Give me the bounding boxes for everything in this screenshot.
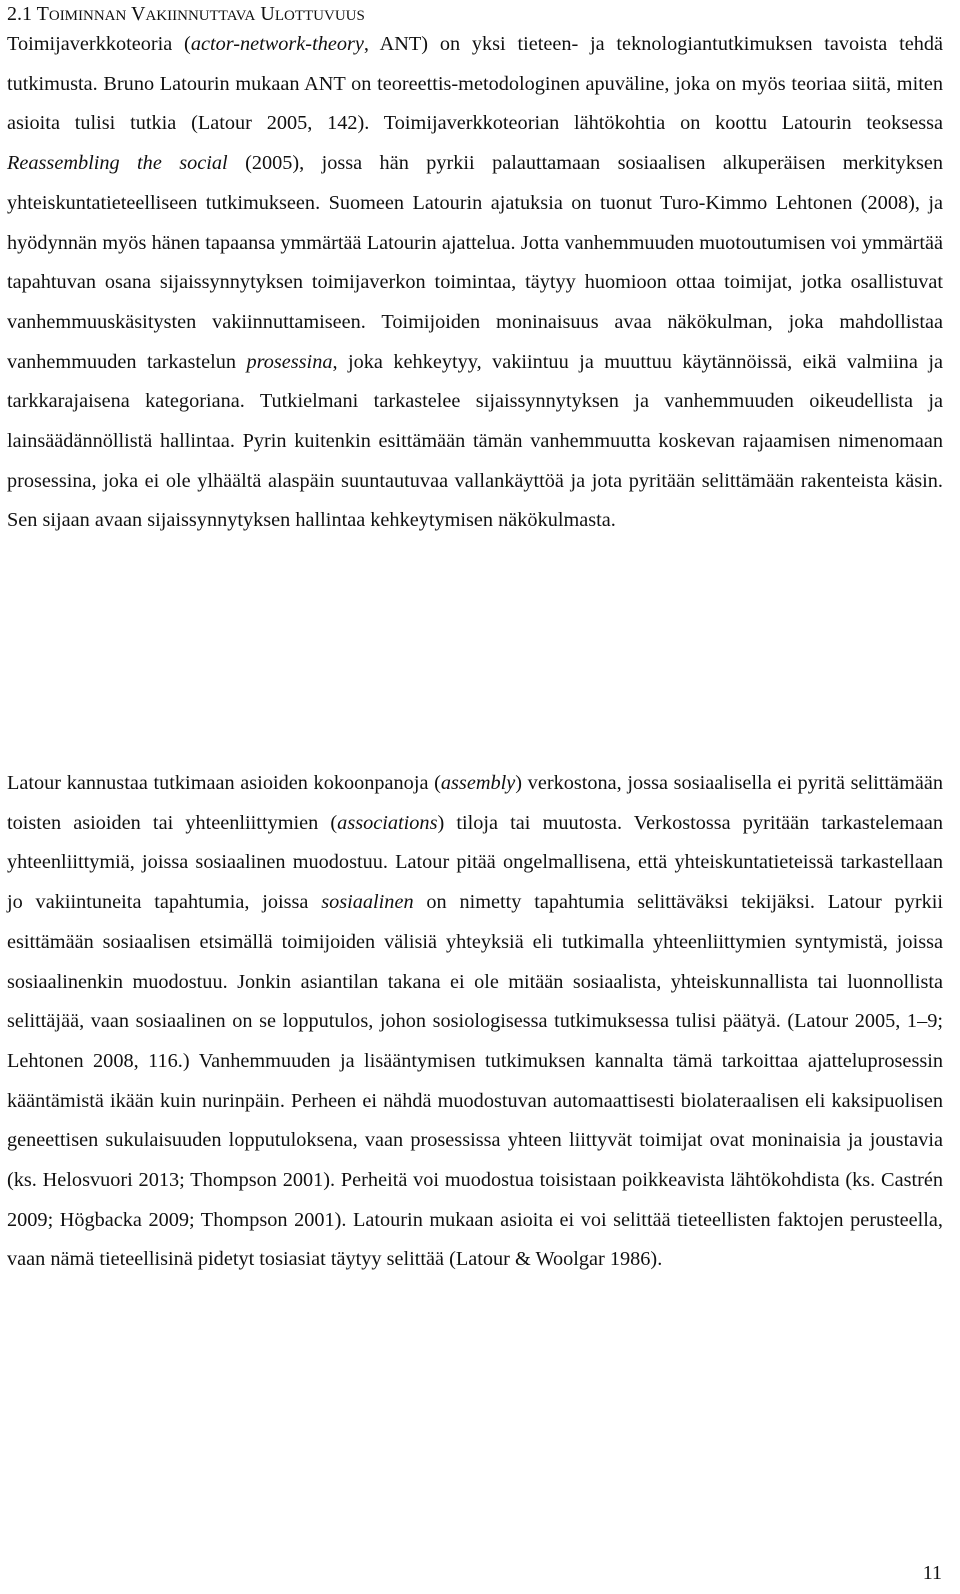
italic-term: associations [337, 811, 438, 834]
italic-term: assembly [440, 772, 516, 794]
text-run: Toimijaverkkoteoria ( [7, 33, 191, 55]
page-number: 11 [922, 1562, 942, 1584]
text-run: ) tiloja tai muutosta. Verkostossa pyritään tarkastelemaan yhteenliittymiä, joissa sosiaalinen muodostuu. Latour pitää ongelmallisena, että yhteiskuntatieteissä tarkastellaan jo vakiintuneita tapahtumia, joissa [7, 811, 944, 914]
italic-term: prosessina [246, 350, 333, 373]
paragraph-2 [7, 764, 943, 1280]
text-run: , joka kehkeytyy, vakiintuu ja muuttuu käytännöissä, eikä valmiina ja tarkkarajaisena kategoriana. Tutkielmani tarkastelee sijaissynnytyksen ja vanhemmuuden oikeudellista ja lainsäädännöllistä hallintaa. Pyrin kuitenkin esittämään tämän vanhemmuutta koskevan rajaamisen nimenomaan prosessina, joka ei ole ylhäältä alaspäin suuntautuvaa vallankäyttöä ja jota pyritään selittämään rakenteista käsin. Sen sijaan avaan sijaissynnytyksen hallintaa kehkeytymisen näkökulmasta. [7, 350, 943, 532]
text-run: (2005), jossa hän pyrkii palauttamaan sosiaalisen alkuperäisen merkityksen yhteiskuntatieteelliseen tutkimukseen. Suomeen Latourin ajatuksia on tuonut Turo-Kimmo Lehtonen (2008), ja hyödynnän myös hänen tapaansa ymmärtää Latourin ajattelua. Jotta vanhemmuuden muotoutumisen voi ymmärtää tapahtuvan osana sijaissynnytyksen toimijaverkon toimintaa, täytyy huomioon ottaa toimijat, jotka osallistuvat vanhemmuuskäsitysten vakiinnuttamiseen. Toimijoiden moninaisuus avaa näkökulman, joka mahdollistaa vanhemmuuden tarkastelun [7, 152, 943, 373]
paragraph-1 [7, 25, 943, 541]
text-run: on nimetty tapahtumia selittäväksi tekijäksi. Latour pyrkii esittämään sosiaalisen etsimällä toimijoiden välisiä yhteyksiä eli tutkimalla yhteenliittymien syntymistä, joissa sosiaalinenkin muodostuu. Jonkin asiantilan takana ei ole mitään sosiaalista, yhteiskunnallista tai luonnollista selittäjää, vaan sosiaalinen on se lopputulos, johon sosiologisessa tutkimuksessa tulisi päätyä. (Latour 2005, 1–9; Lehtonen 2008, 116.) Vanhemmuuden ja lisääntymisen tutkimuksen kannalta tämä tarkoittaa ajatteluprosessin kääntämistä ikään kuin nurinpäin. Perheen ei nähdä muodostuvan automaattisesti biolateraalisen eli kaksipuolisen geneettisen sukulaisuuden lopputuloksena, vaan prosessissa yhteen liittyvät toimijat ovat moninaisia ja joustavia (ks. Helosvuori 2013; Thompson 2001). Perheitä voi muodostua toisistaan poikkeavista lähtökohdista (ks. Castrén 2009; Högbacka 2009; Thompson 2001). Latourin mukaan asioita ei voi selittää tieteellisten faktojen perusteella, vaan nämä tieteellisinä pidetyt tosiasiat täytyy selittää (Latour & Woolgar 1986). [7, 891, 943, 1271]
italic-term: actor-network-theory [190, 33, 364, 55]
italic-term: sosiaalinen [321, 891, 414, 914]
section-title: TOIMINNAN VAKIINNUTTAVA ULOTTUVUUS [36, 3, 365, 25]
section-number: 2.1 [7, 3, 32, 25]
text-run: , ANT) on yksi tieteen- ja teknologiantutkimuksen tavoista tehdä tutkimusta. Bruno Latourin mukaan ANT on teoreettis-metodologinen apuväline, joka on myös teoriaa siitä, miten asioita tulisi tutkia (Latour 2005, 142). Toimijaverkkoteorian lähtökohtia on koottu Latourin teoksessa [7, 33, 943, 135]
italic-term: Reassembling the social [7, 152, 228, 175]
text-run: ) verkostona, jossa sosiaalisella ei pyritä selittämään toisten asioiden tai yhteenliittymien ( [7, 772, 943, 834]
text-run: Latour kannustaa tutkimaan asioiden kokoonpanoja ( [7, 772, 441, 794]
